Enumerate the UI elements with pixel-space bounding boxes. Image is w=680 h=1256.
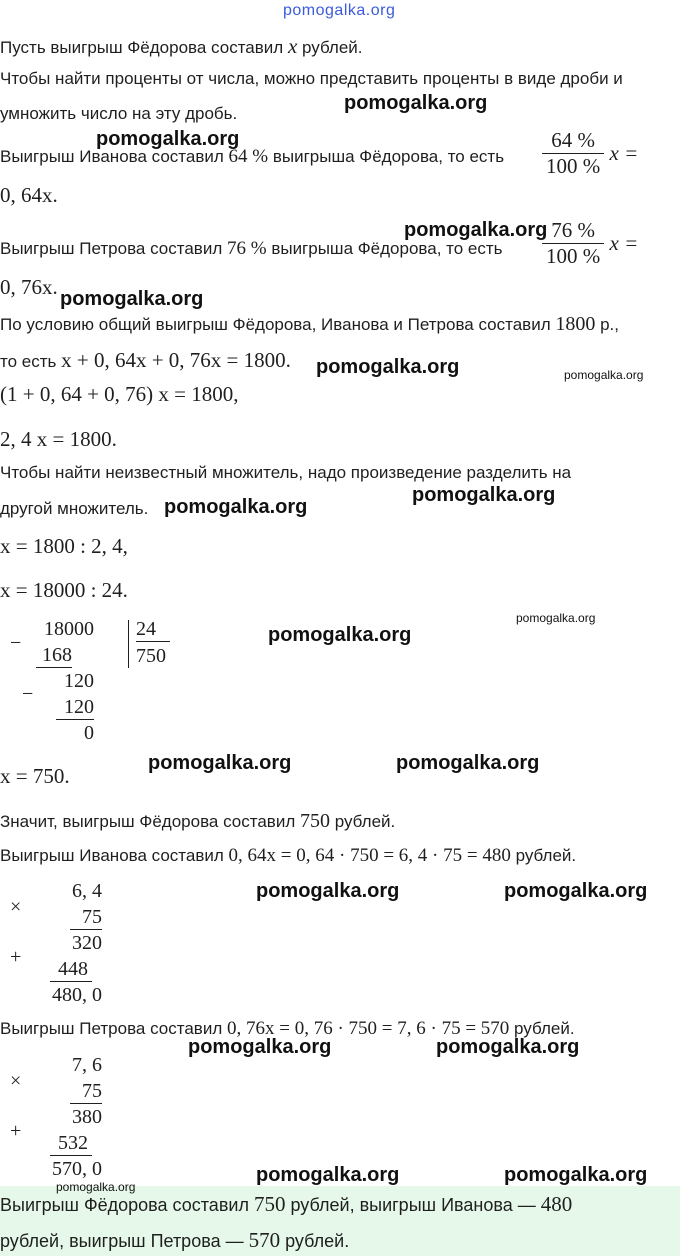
- watermark-14: pomogalka.org: [504, 880, 648, 902]
- mult2-factor-a: 7, 6: [72, 1054, 102, 1076]
- mult2-partial-1: 380: [72, 1106, 102, 1128]
- petrov-mid: выигрыша Фёдорова, то есть: [271, 239, 503, 258]
- watermark-7: pomogalka.org: [412, 484, 556, 506]
- watermark-5: pomogalka.org: [316, 356, 460, 378]
- mult1-times: ×: [10, 896, 22, 918]
- division-subtrahend-1: 168: [36, 644, 72, 668]
- mult1-result: 480, 0: [52, 984, 102, 1006]
- watermark-1: pomogalka.org: [344, 92, 488, 114]
- ivanov-denominator: 100 %: [542, 153, 604, 179]
- watermark-15: pomogalka.org: [188, 1036, 332, 1058]
- mult2-result: 570, 0: [52, 1158, 102, 1180]
- var-x: x: [287, 34, 298, 58]
- intro-line: [0, 34, 363, 59]
- watermark-8: pomogalka.org: [164, 496, 308, 518]
- watermark-10: pomogalka.org: [268, 624, 412, 646]
- watermark-12: pomogalka.org: [396, 752, 540, 774]
- answer-line-1: [0, 1192, 572, 1217]
- petrov-calc-text: Выигрыш Петрова составил: [0, 1019, 223, 1038]
- mult2-factor-b: 75: [70, 1080, 102, 1104]
- watermark-2: pomogalka.org: [96, 128, 240, 150]
- answer-line-2: [0, 1228, 349, 1253]
- petrov-fraction: [542, 218, 638, 269]
- answer-text-1: Выигрыш Фёдорова составил: [0, 1195, 249, 1215]
- condition-line: [0, 313, 619, 336]
- intro-text: Пусть выигрыш Фёдорова составил: [0, 38, 284, 57]
- watermark-3: pomogalka.org: [404, 219, 548, 241]
- condition-equation: x + 0, 64x + 0, 76x = 1800.: [61, 348, 291, 372]
- answer-petrov: 570: [248, 1228, 281, 1252]
- equation-2: 2, 4 x = 1800.: [0, 427, 117, 451]
- watermark-17: pomogalka.org: [256, 1164, 400, 1186]
- mult2-partial-2: 532: [50, 1132, 92, 1156]
- answer-text-3: рублей, выигрыш Петрова —: [0, 1231, 244, 1251]
- division-quotient: 750: [136, 645, 166, 667]
- answer-fedorov: 750: [253, 1192, 286, 1216]
- answer-text-2: рублей, выигрыш Иванова —: [290, 1195, 536, 1215]
- answer-text-4: рублей.: [285, 1231, 350, 1251]
- answer-ivanov: 480: [540, 1192, 573, 1216]
- condition-unit: р.,: [600, 315, 619, 334]
- percent-rule-line-2: умножить число на эту дробь.: [0, 104, 238, 123]
- equation-4: x = 18000 : 24.: [0, 578, 128, 602]
- watermark-19: pomogalka.org: [56, 1180, 136, 1194]
- condition-prefix: то есть: [0, 352, 57, 371]
- petrov-denominator: 100 %: [542, 243, 604, 269]
- multiplier-rule-1: Чтобы найти неизвестный множитель, надо произведение разделить на: [0, 463, 572, 482]
- ivanov-calc-unit: рублей.: [515, 846, 577, 865]
- ivanov-numerator: 64 %: [551, 128, 595, 152]
- intro-unit: рублей.: [302, 38, 363, 57]
- ivanov-percent: 64 %: [228, 146, 269, 167]
- watermark-11: pomogalka.org: [148, 752, 292, 774]
- division-minus-2: −: [22, 683, 34, 705]
- petrov-percent: 76 %: [227, 238, 267, 259]
- petrov-numerator: 76 %: [551, 218, 595, 242]
- multiplier-rule-2: другой множитель.: [0, 499, 149, 518]
- division-minus-1: −: [10, 632, 22, 654]
- petrov-text: Выигрыш Петрова составил: [0, 239, 223, 258]
- petrov-calc-unit: рублей.: [514, 1019, 575, 1038]
- ivanov-calc-text: Выигрыш Иванова составил: [0, 846, 224, 865]
- division-divisor: 24: [136, 618, 170, 642]
- percent-rule-line-1: Чтобы найти проценты от числа, можно представить проценты в виде дроби и: [0, 69, 623, 88]
- mult1-factor-b: 75: [70, 906, 102, 930]
- watermark-6: pomogalka.org: [564, 368, 644, 382]
- mult1-partial-2: 448: [50, 958, 92, 982]
- watermark-13: pomogalka.org: [256, 880, 400, 902]
- ivanov-fraction: [542, 128, 638, 179]
- conclusion-text: Значит, выигрыш Фёдорова составил: [0, 812, 296, 831]
- condition-line-2: [0, 348, 291, 373]
- watermark-top: pomogalka.org: [283, 2, 396, 19]
- conclusion-unit: рублей.: [334, 812, 396, 831]
- petrov-calc-equation: 0, 76x = 0, 76 · 750 = 7, 6 · 75 = 570: [227, 1018, 510, 1039]
- division-remainder-2: 0: [84, 722, 94, 744]
- petrov-result: 0, 76x.: [0, 275, 58, 299]
- conclusion-value: 750: [299, 810, 330, 832]
- conclusion-line: [0, 810, 395, 833]
- equation-1: (1 + 0, 64 + 0, 76) x = 1800,: [0, 382, 239, 406]
- watermark-9: pomogalka.org: [516, 611, 596, 625]
- ivanov-result: 0, 64x.: [0, 183, 58, 207]
- ivanov-mid: выигрыша Фёдорова, то есть: [272, 147, 505, 166]
- watermark-16: pomogalka.org: [436, 1036, 580, 1058]
- division-vertical-bar: [128, 620, 129, 668]
- condition-sum: 1800: [555, 313, 596, 335]
- equation-3: x = 1800 : 2, 4,: [0, 534, 128, 558]
- petrov-tail: x =: [609, 231, 639, 255]
- ivanov-text: Выигрыш Иванова составил: [0, 147, 224, 166]
- division-dividend: 18000: [44, 618, 94, 640]
- ivanov-calc-equation: 0, 64x = 0, 64 · 750 = 6, 4 · 75 = 480: [228, 845, 511, 866]
- mult1-plus: +: [10, 946, 22, 968]
- condition-text: По условию общий выигрыш Фёдорова, Иванова и Петрова составил: [0, 315, 551, 334]
- ivanov-calc-line: [0, 845, 576, 867]
- mult1-partial-1: 320: [72, 932, 102, 954]
- watermark-4: pomogalka.org: [60, 288, 204, 310]
- watermark-18: pomogalka.org: [504, 1164, 648, 1186]
- division-remainder-1: 120: [64, 670, 94, 692]
- equation-5: x = 750.: [0, 764, 70, 788]
- ivanov-line: [0, 146, 504, 168]
- mult2-times: ×: [10, 1070, 22, 1092]
- division-subtrahend-2: 120: [56, 696, 94, 720]
- ivanov-tail: x =: [609, 141, 639, 165]
- mult2-plus: +: [10, 1120, 22, 1142]
- mult1-factor-a: 6, 4: [72, 880, 102, 902]
